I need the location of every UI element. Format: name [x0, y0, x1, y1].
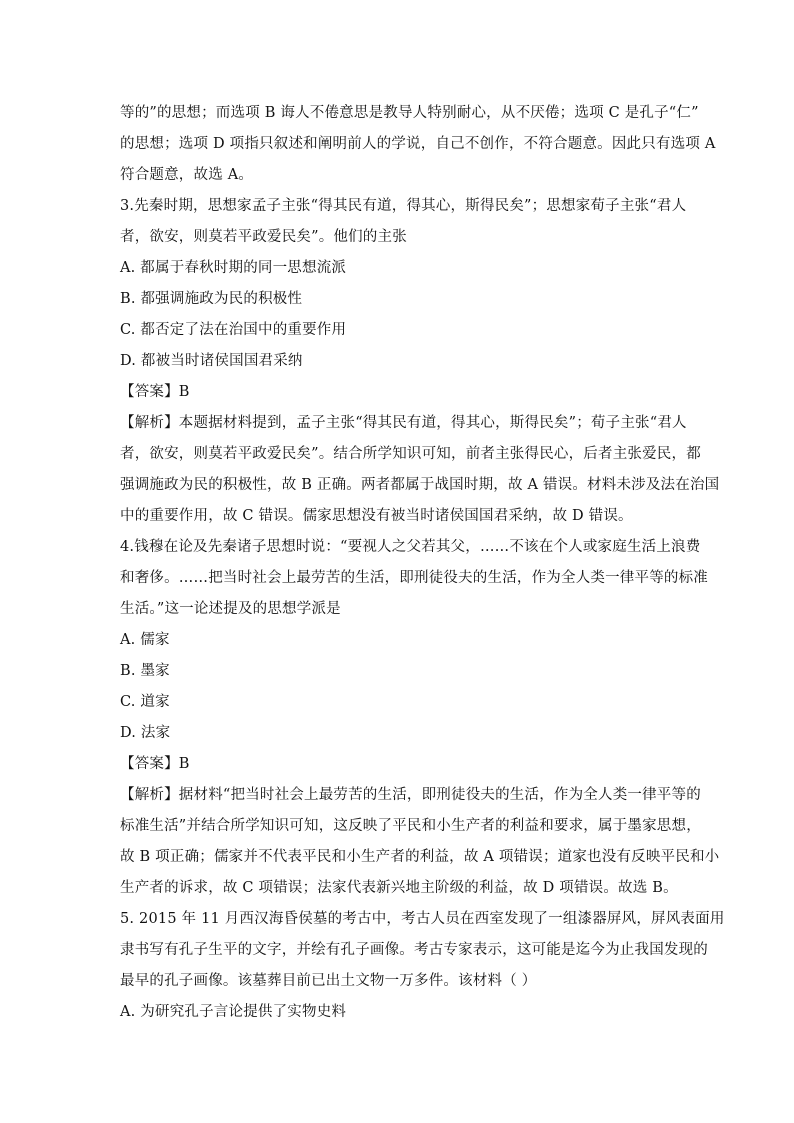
question-4-analysis: 标准生活”并结合所学知识可知，这反映了平民和小生产者的利益和要求，属于墨家思想，: [120, 818, 701, 834]
question-4-stem: 4.钱穆在论及先秦诸子思想时说：“要视人之父若其父，……不该在个人或家庭生活上浪费: [120, 539, 701, 555]
question-4-analysis: 故 B 项正确；儒家并不代表平民和小生产者的利益，故 A 项错误；道家也没有反映平民和小: [120, 849, 720, 865]
question-4-analysis: 【解析】据材料“把当时社会上最劳苦的生活，即刑徒役夫的生活，作为全人类一律平等的: [120, 787, 701, 803]
question-4-option-b: B. 墨家: [120, 663, 170, 679]
question-3-stem: 3.先秦时期，思想家孟子主张“得其民有道，得其心，斯得民矣”；思想家荀子主张“君人: [120, 198, 687, 214]
question-3-analysis: 者，欲安，则莫若平政爱民矣”。结合所学知识可知，前者主张得民心，后者主张爱民，都: [120, 446, 701, 462]
question-3-option-c: C. 都否定了法在治国中的重要作用: [120, 322, 347, 338]
question-5-stem: 最早的孔子画像。该墓葬目前已出土文物一万多件。该材料（ ）: [120, 973, 537, 989]
question-4-answer: 【答案】B: [120, 756, 190, 772]
question-3-option-b: B. 都强调施政为民的积极性: [120, 291, 303, 307]
question-4-option-a: A. 儒家: [120, 632, 170, 648]
question-3-analysis: 中的重要作用，故 C 错误。儒家思想没有被当时诸侯国国君采纳，故 D 错误。: [120, 508, 633, 524]
question-3-option-d: D. 都被当时诸侯国国君采纳: [120, 353, 303, 369]
question-3-stem: 者，欲安，则莫若平政爱民矣”。他们的主张: [120, 229, 407, 245]
question-4-option-d: D. 法家: [120, 725, 171, 741]
question-3-analysis: 强调施政为民的积极性，故 B 正确。两者都属于战国时期，故 A 错误。材料未涉及法在治国: [120, 477, 720, 493]
question-4-option-c: C. 道家: [120, 694, 170, 710]
question-5-stem: 5. 2015 年 11 月西汉海昏侯墓的考古中，考古人员在西室发现了一组漆器屏风，屏风表面用: [120, 911, 725, 927]
text-line: 符合题意，故选 A。: [120, 167, 254, 183]
question-4-stem: 和奢侈。……把当时社会上最劳苦的生活，即刑徒役夫的生活，作为全人类一律平等的标准: [120, 570, 708, 586]
question-3-answer: 【答案】B: [120, 384, 190, 400]
question-4-stem: 生活。”这一论述提及的思想学派是: [120, 601, 341, 617]
question-3-option-a: A. 都属于春秋时期的同一思想流派: [120, 260, 347, 276]
question-5-stem: 隶书写有孔子生平的文字，并绘有孔子画像。考古专家表示，这可能是迄今为止我国发现的: [120, 942, 708, 958]
question-4-analysis: 生产者的诉求，故 C 项错误；法家代表新兴地主阶级的利益，故 D 项错误。故选 B。: [120, 880, 678, 896]
question-5-option-a: A. 为研究孔子言论提供了实物史料: [120, 1004, 347, 1020]
document-body: [120, 98, 725, 1028]
question-3-analysis: 【解析】本题据材料提到，孟子主张“得其民有道，得其心，斯得民矣”；荀子主张“君人: [120, 415, 687, 431]
text-line: 等的”的思想；而选项 B 诲人不倦意思是教导人特别耐心，从不厌倦；选项 C 是孔子“仁”: [120, 105, 699, 121]
text-line: 的思想；选项 D 项指只叙述和阐明前人的学说，自己不创作，不符合题意。因此只有选项 A: [120, 136, 716, 152]
